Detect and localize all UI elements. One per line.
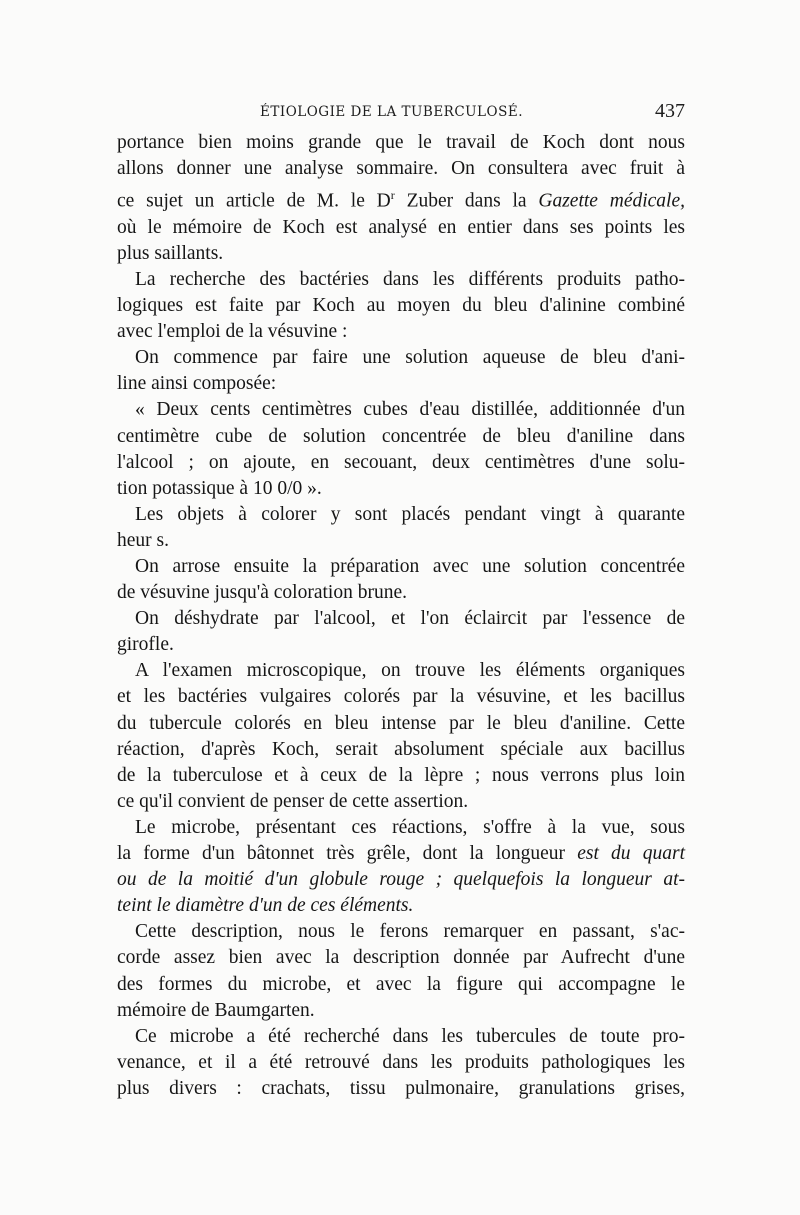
paragraph-10 [117,919,685,1023]
italic-run: teint le diamètre d'un de ces éléments. [117,895,414,917]
text-line: avec l'emploi de la vésuvine : [117,321,348,343]
text-line: l'alcool ; on ajoute, en secouant, deux centimètres d'une solu- [117,451,685,473]
running-title: ÉTIOLOGIE DE LA TUBERCULOSÉ. [260,104,523,120]
text-line [117,841,685,867]
body-text [117,130,685,1102]
journal-title: Gazette médicale, [538,190,686,212]
paragraph-8 [117,658,685,815]
text-line: Les objets à colorer y sont placés pendant vingt à quarante [135,503,685,525]
paragraph-7 [117,606,685,658]
paragraph-3 [117,345,685,397]
text-line: réaction, d'après Koch, serait absolument spéciale aux bacillus [117,738,685,760]
superscript: r [390,188,395,203]
paragraph-1 [117,130,685,267]
text-run: ce sujet un article de M. le D [117,190,391,212]
paragraph-4 [117,397,685,501]
text-line: Cette description, nous le ferons remarquer en passant, s'ac- [135,921,685,943]
text-line: de vésuvine jusqu'à coloration brune. [117,582,407,604]
text-line: venance, et il a été retrouvé dans les produits pathologiques les [117,1051,685,1073]
text-line: mémoire de Baumgarten. [117,999,315,1021]
text-line: On déshydrate par l'alcool, et l'on éclaircit par l'essence de [135,608,685,630]
text-run: Zuber dans la [394,190,539,212]
text-line [117,893,685,919]
text-line: heur s. [117,529,169,551]
text-line: « Deux cents centimètres cubes d'eau distillée, additionnée d'un [135,399,685,421]
text-line: plus saillants. [117,242,224,264]
text-line: line ainsi composée: [117,373,277,395]
text-line: On commence par faire une solution aqueuse de bleu d'ani- [135,347,685,369]
text-line [117,182,685,215]
paragraph-9 [117,815,685,919]
text-line [117,867,685,893]
paragraph-5 [117,502,685,554]
paragraph-6 [117,554,685,606]
text-line: logiques est faite par Koch au moyen du bleu d'alinine combiné [117,295,685,317]
text-line: où le mémoire de Koch est analysé en entier dans ses points les [117,216,685,238]
text-line: de la tuberculose et à ceux de la lèpre ; nous verrons plus loin [117,764,685,786]
text-line: des formes du microbe, et avec la figure qui accompagne le [117,973,685,995]
text-line: portance bien moins grande que le travail de Koch dont nous [117,132,685,153]
text-line: corde assez bien avec la description donnée par Aufrecht d'une [117,947,685,969]
italic-run: est du quart [577,843,685,865]
text-line: Ce microbe a été recherché dans les tubercules de toute pro- [135,1025,685,1047]
text-line: centimètre cube de solution concentrée de bleu d'aniline dans [117,425,685,447]
page-number: 437 [655,100,685,122]
text-line: La recherche des bactéries dans les différents produits patho- [135,268,685,290]
paragraph-2 [117,267,685,345]
text-line: girofle. [117,634,174,656]
text-line: ce qu'il convient de penser de cette assertion. [117,790,469,812]
text-run: la forme d'un bâtonnet très grêle, dont la longueur [117,843,578,865]
running-header [117,100,685,124]
text-line: A l'examen microscopique, on trouve les éléments organiques [135,660,685,682]
text-line: et les bactéries vulgaires colorés par la vésuvine, et les bacillus [117,686,685,708]
paragraph-11 [117,1024,685,1102]
italic-run: ou de la moitié d'un globule rouge ; quelquefois la longueur at- [117,869,685,891]
text-line: On arrose ensuite la préparation avec une solution concentrée [135,556,685,577]
text-line: plus divers : crachats, tissu pulmonaire, granulations grises, [117,1077,685,1099]
text-line: du tubercule colorés en bleu intense par le bleu d'aniline. Cette [117,712,685,734]
text-line: allons donner une analyse sommaire. On consultera avec fruit à [117,158,685,180]
text-line: Le microbe, présentant ces réactions, s'offre à la vue, sous [135,816,685,838]
text-line: tion potassique à 10 0/0 ». [117,477,322,499]
